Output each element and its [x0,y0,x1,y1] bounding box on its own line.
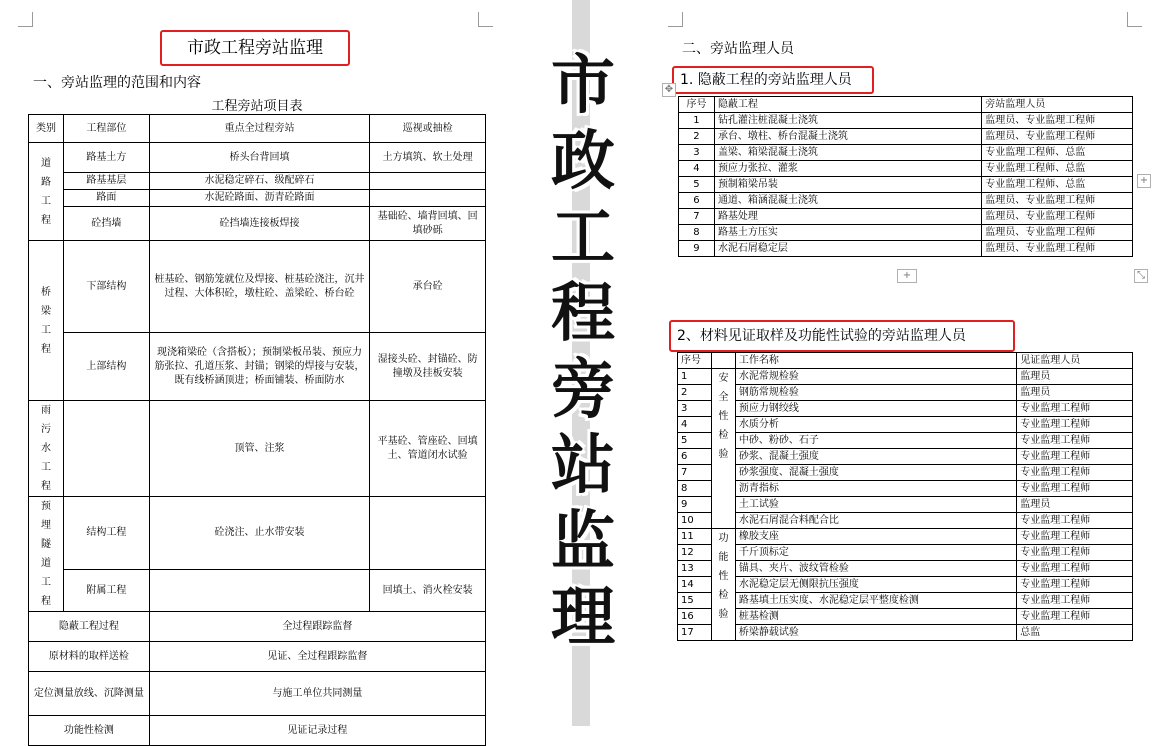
table-cell: 6 [679,193,715,209]
table-cell: 专业监理工程师 [1017,481,1133,497]
table-cell: 专业监理工程师 [1017,513,1133,529]
subheading-material-testing: 2、材料见证取样及功能性试验的旁站监理人员 [669,320,1015,352]
table-row [678,513,1133,529]
table-row [679,145,1133,161]
table-cell: 回填土、消火栓安装 [370,570,486,612]
header-cell: 工程部位 [63,115,149,143]
table-cell: 专业监理工程师、总监 [982,161,1133,177]
category-cell [29,143,64,241]
table-cell: 专业监理工程师 [1017,401,1133,417]
table-cell: 监理员、专业监理工程师 [982,241,1133,257]
table-cell: 上部结构 [63,333,149,401]
table-cell: 专业监理工程师 [1017,465,1133,481]
table-resize-handle-icon[interactable]: ⤡ [1134,269,1148,283]
table-cell [370,497,486,570]
table-row [678,577,1133,593]
table-cell: 桩基砼、钢筋笼就位及焊接、桩基砼浇注，沉井过程、大体积砼，墩柱砼、盖梁砼、桥台砼 [149,241,369,333]
table-row [678,465,1133,481]
material-testing-table [677,352,1133,641]
table-cell: 路基填土压实度、水泥稳定层平整度检测 [735,593,1016,609]
table-row [29,672,486,716]
table-cell: 监理员、专业监理工程师 [982,113,1133,129]
table-cell: 水质分析 [735,417,1016,433]
header-cell: 巡视或抽检 [370,115,486,143]
table-cell: 钻孔灌注桩混凝土浇筑 [714,113,981,129]
table-cell: 2 [679,129,715,145]
table-cell: 专业监理工程师、总监 [982,177,1133,193]
table-row [678,417,1133,433]
table-cell: 10 [678,513,712,529]
project-table [28,114,486,746]
table-cell: 9 [678,497,712,513]
overlay-title-char: 旁 [551,353,615,427]
table-cell: 原材料的取样送检 [29,642,150,672]
table-cell: 专业监理工程师 [1017,449,1133,465]
table-cell: 工作名称 [735,353,1016,369]
table-row [678,401,1133,417]
header-cell: 类别 [29,115,64,143]
overlay-title-char: 工 [551,201,615,275]
table-cell: 路基土方 [63,143,149,173]
table-row [679,177,1133,193]
table-cell: 隐蔽工程 [714,97,981,113]
category-cell [29,401,64,497]
table-row [29,173,486,190]
category-label: 预 埋 隧 道 工 程 [40,501,51,607]
table-row [678,369,1133,385]
table-cell: 17 [678,625,712,641]
category-label: 安 全 性 检 验 [718,373,729,460]
table-cell: 专业监理工程师 [1017,417,1133,433]
table-cell: 水泥常规检验 [735,369,1016,385]
table-cell: 专业监理工程师 [1017,593,1133,609]
table-row [29,207,486,241]
category-label: 桥 梁 工 程 [40,286,51,355]
table-cell: 附属工程 [63,570,149,612]
table-row [679,193,1133,209]
overlay-title [540,48,626,656]
table-cell: 路面 [63,190,149,207]
table-row [29,612,486,642]
table-cell: 功能性检测 [29,716,150,746]
overlay-title-char: 理 [551,581,615,655]
table-cell: 监理员 [1017,385,1133,401]
table-row [679,113,1133,129]
page-corner-mark [668,12,683,27]
overlay-title-char: 市 [551,49,615,123]
table-header-row [678,353,1133,369]
table-cell: 16 [678,609,712,625]
table-row [29,497,486,570]
table-cell: 承台砼 [370,241,486,333]
table-row [678,625,1133,641]
overlay-title-char: 监 [551,505,615,579]
category-cell [711,529,735,641]
table-cell: 9 [679,241,715,257]
table-cell: 专业监理工程师 [1017,561,1133,577]
table-cell: 监理员、专业监理工程师 [982,209,1133,225]
table-cell: 土方填筑、软土处理 [370,143,486,173]
table-cell: 监理员 [1017,369,1133,385]
category-label: 功 能 性 检 验 [718,533,729,620]
table-row [29,333,486,401]
table-cell: 桥头台背回填 [149,143,369,173]
table-cell: 桩基检测 [735,609,1016,625]
table-cell: 总监 [1017,625,1133,641]
table-cell: 15 [678,593,712,609]
table-cell: 下部结构 [63,241,149,333]
table-cell: 预制箱梁吊装 [714,177,981,193]
table-row [679,209,1133,225]
page-corner-mark [1127,12,1142,27]
table-cell: 序号 [678,353,712,369]
table-cell: 水泥稳定碎石、级配碎石 [149,173,369,190]
table-cell [149,570,369,612]
table-row [678,385,1133,401]
table-cell: 见证、全过程跟踪监督 [149,642,485,672]
table-cell: 路基处理 [714,209,981,225]
category-label: 雨 污 水 工 程 [40,405,51,492]
table-row [678,497,1133,513]
table-header-row [679,97,1133,113]
document-title: 市政工程旁站监理 [160,30,350,66]
table-cell: 隐蔽工程过程 [29,612,150,642]
table-caption: 工程旁站项目表 [211,99,303,114]
table-cell: 砂浆、混凝土强度 [735,449,1016,465]
table-cell: 与施工单位共同测量 [149,672,485,716]
table-row [29,143,486,173]
table-cell: 8 [679,225,715,241]
table-cell: 见证记录过程 [149,716,485,746]
table-cell: 4 [678,417,712,433]
table-cell: 定位测量放线、沉降测量 [29,672,150,716]
table-cell: 基础砼、墙背回填、回填砂砾 [370,207,486,241]
table-cell [63,401,149,497]
overlay-title-char: 政 [551,125,615,199]
table-cell: 序号 [679,97,715,113]
table-cell: 预应力张拉、灌浆 [714,161,981,177]
category-cell [29,497,64,612]
table-cell: 全过程跟踪监督 [149,612,485,642]
table-cell: 见证监理人员 [1017,353,1133,369]
table-cell: 3 [679,145,715,161]
table-row [678,449,1133,465]
table-cell: 2 [678,385,712,401]
section-heading-personnel: 二、旁站监理人员 [682,41,794,57]
table-cell: 现浇箱梁砼（含搭板）；预制梁板吊装、预应力筋张拉、孔道压浆、封锚；钢梁的焊接与安装，既有线桥涵顶进；桥面铺装、桥面防水 [149,333,369,401]
table-cell: 14 [678,577,712,593]
table-cell: 旁站监理人员 [982,97,1133,113]
add-row-icon[interactable]: + [897,269,917,283]
table-row [678,529,1133,545]
table-cell: 3 [678,401,712,417]
table-cell: 1 [679,113,715,129]
overlay-title-char: 程 [551,277,615,351]
table-cell [370,190,486,207]
table-cell: 承台、墩柱、桥台混凝土浇筑 [714,129,981,145]
table-cell: 砂浆强度、混凝土强度 [735,465,1016,481]
table-cell: 水泥石屑混合料配合比 [735,513,1016,529]
table-cell: 专业监理工程师、总监 [982,145,1133,161]
table-cell: 专业监理工程师 [1017,609,1133,625]
table-cell: 11 [678,529,712,545]
table-row [678,561,1133,577]
category-cell [711,369,735,529]
table-row [29,190,486,207]
table-cell: 4 [679,161,715,177]
table-cell: 7 [679,209,715,225]
table-cell: 路基基层 [63,173,149,190]
table-cell: 中砂、粉砂、石子 [735,433,1016,449]
table-cell: 1 [678,369,712,385]
table-cell: 结构工程 [63,497,149,570]
table-cell: 水泥稳定层无侧限抗压强度 [735,577,1016,593]
table-row [678,481,1133,497]
table-row [679,161,1133,177]
table-row [29,716,486,746]
table-cell: 13 [678,561,712,577]
table-row [679,129,1133,145]
table-cell: 砼浇注、止水带安装 [149,497,369,570]
table-row [678,433,1133,449]
table-cell: 专业监理工程师 [1017,529,1133,545]
table-cell: 湿接头砼、封锚砼、防撞墩及挂板安装 [370,333,486,401]
table-cell: 监理员、专业监理工程师 [982,193,1133,209]
table-cell: 水泥石屑稳定层 [714,241,981,257]
page-corner-mark [18,12,33,27]
table-cell: 8 [678,481,712,497]
table-cell: 砼挡墙 [63,207,149,241]
hidden-works-table [678,96,1133,257]
table-cell: 专业监理工程师 [1017,577,1133,593]
table-cell: 预应力钢绞线 [735,401,1016,417]
table-cell: 顶管、注浆 [149,401,369,497]
category-label: 道 路 工 程 [40,157,51,226]
table-cell: 桥梁静载试验 [735,625,1016,641]
table-cell: 砼挡墙连接板焊接 [149,207,369,241]
table-cell: 5 [678,433,712,449]
table-cell: 监理员 [1017,497,1133,513]
table-cell: 5 [679,177,715,193]
table-cell: 土工试验 [735,497,1016,513]
header-cell: 重点全过程旁站 [149,115,369,143]
table-row [29,570,486,612]
table-cell: 千斤顶标定 [735,545,1016,561]
section-heading-scope: 一、旁站监理的范围和内容 [33,75,201,91]
table-row [29,401,486,497]
add-column-icon[interactable]: + [1137,174,1151,188]
table-row [679,241,1133,257]
table-row [679,225,1133,241]
table-cell [711,353,735,369]
table-cell: 锚具、夹片、波纹管检验 [735,561,1016,577]
table-cell: 监理员、专业监理工程师 [982,129,1133,145]
table-cell: 专业监理工程师 [1017,545,1133,561]
table-cell: 专业监理工程师 [1017,433,1133,449]
table-move-handle-icon[interactable]: ✥ [662,83,676,97]
table-cell: 橡胶支座 [735,529,1016,545]
subheading-hidden-works: 1. 隐蔽工程的旁站监理人员 [672,66,874,94]
table-cell: 通道、箱涵混凝土浇筑 [714,193,981,209]
table-cell [370,173,486,190]
table-cell: 路基土方压实 [714,225,981,241]
table-row [678,609,1133,625]
table-header-row [29,115,486,143]
table-row [29,241,486,333]
category-cell [29,241,64,401]
table-cell: 沥青指标 [735,481,1016,497]
table-cell: 12 [678,545,712,561]
table-cell: 水泥砼路面、沥青砼路面 [149,190,369,207]
table-cell: 盖梁、箱梁混凝土浇筑 [714,145,981,161]
overlay-title-char: 站 [551,429,615,503]
table-cell: 钢筋常规检验 [735,385,1016,401]
table-row [678,593,1133,609]
table-row [678,545,1133,561]
table-row [29,642,486,672]
table-cell: 平基砼、管座砼、回填土、管道闭水试验 [370,401,486,497]
page-corner-mark [478,12,493,27]
table-cell: 7 [678,465,712,481]
table-cell: 6 [678,449,712,465]
table-cell: 监理员、专业监理工程师 [982,225,1133,241]
